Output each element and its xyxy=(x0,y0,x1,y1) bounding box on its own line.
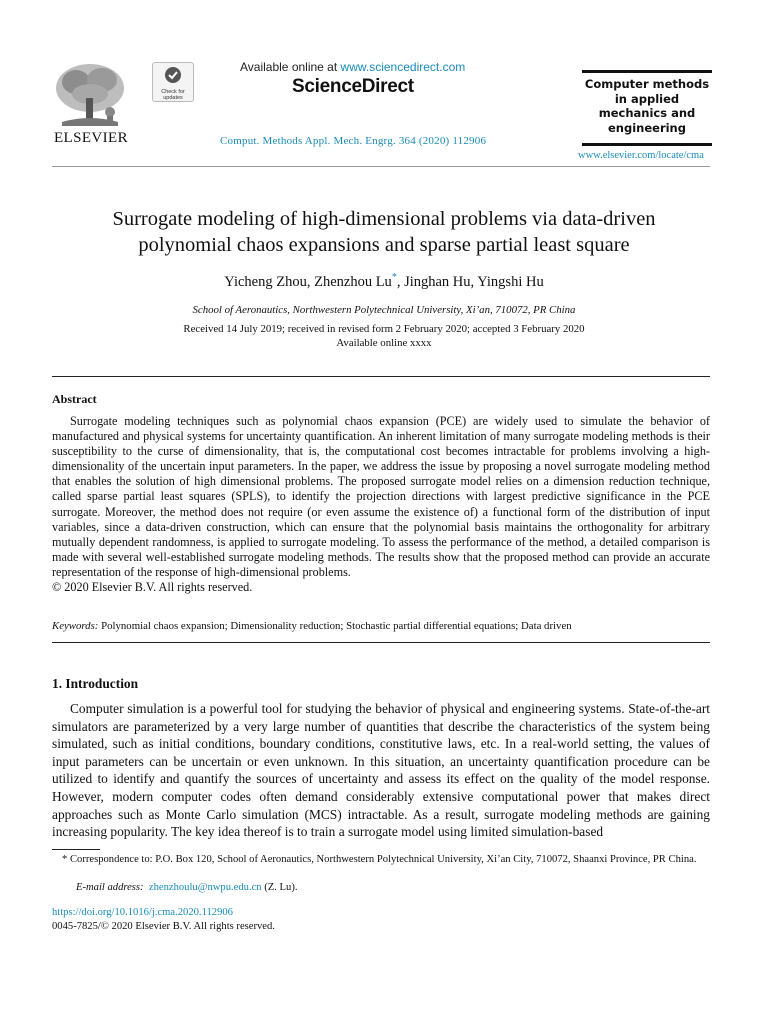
keywords-label: Keywords: xyxy=(52,620,99,632)
available-online-date: Available online xxxx xyxy=(336,337,432,349)
footnote-mark: * xyxy=(62,854,68,865)
affiliation: School of Aeronautics, Northwestern Polytechnical University, Xi’an, 710072, PR China xyxy=(192,304,576,316)
abstract-heading: Abstract xyxy=(52,392,97,406)
available-online-line xyxy=(240,60,510,74)
email-footnote xyxy=(76,880,298,895)
article-title xyxy=(0,206,768,258)
available-prefix: Available online at xyxy=(240,60,338,74)
check-updates-icon xyxy=(164,66,182,84)
elsevier-tree-logo xyxy=(52,60,128,132)
authors-rest: , Jinghan Hu, Yingshi Hu xyxy=(396,273,544,290)
header-divider xyxy=(52,166,710,167)
journal-title-line-2: in applied xyxy=(614,91,680,106)
received-dates: Received 14 July 2019; received in revised form 2 February 2020; accepted 3 February 2020 xyxy=(183,323,585,335)
introduction-paragraph: Computer simulation is a powerful tool for studying the behavior of physical and engineering systems. State-of-the-art simulators are parameterized by a very large number of quantities that describe the characteristics of the system being simulated, such as initial conditions, boundary conditions, constitutive laws, etc. In a real-world setting, the values of input parameters can be uncertain or even unknown. In this situation, an uncertainty quantification procedure can be utilized to identify and quantify the sources of uncertainty and assess its effect on the quality of the model response. However, modern computer codes often demand considerably extensive computational power that makes direct approaches such as Monte Carlo simulation (MCS) intractable. As a result, surrogate modeling methods are gaining increasing popularity. The key idea thereof is to train a surrogate model using limited simulation-based xyxy=(52,701,710,840)
sciencedirect-link[interactable]: www.sciencedirect.com xyxy=(340,60,466,74)
abstract-top-rule xyxy=(52,376,710,377)
email-label: E-mail address: xyxy=(76,882,144,893)
journal-title-line-3: mechanics and xyxy=(598,106,696,120)
journal-citation[interactable]: Comput. Methods Appl. Mech. Engrg. 364 (2020) 112906 xyxy=(220,135,487,147)
abstract-bottom-rule xyxy=(52,642,710,643)
author-email-link[interactable]: zhenzhoulu@nwpu.edu.cn xyxy=(148,882,262,893)
journal-title-line-1: Computer methods xyxy=(584,77,710,91)
sciencedirect-logo: ScienceDirect xyxy=(292,76,414,97)
keywords-line xyxy=(52,620,572,632)
footnote-rule xyxy=(52,849,100,850)
check-updates-label: Check for updates xyxy=(161,89,185,101)
correspondence-text: Correspondence to: P.O. Box 120, School of Aeronautics, Northwestern Polytechnical University, Xi’an City, 710072, Shaanxi Province, PR China. xyxy=(69,854,697,865)
abstract-text: Surrogate modeling techniques such as polynomial chaos expansion (PCE) are widely used to simulate the behavior of manufactured and physical systems for uncertainty quantification. An inherent limitation of many surrogate modeling methods is their susceptibility to the curse of dimensionality, that is, the computational cost becomes intractable for problems involving a high-dimensionality of the uncertain input parameters. In the paper, we address the issue by proposing a novel surrogate modeling method that enables the solution of high dimensional problems. The proposed surrogate model relies on a dimension reduction technique, called sparse partial least squares (SPLS), to identify the projection directions with largest predictive significance in the PCE surrogate. Moreover, the method does not require (or even assume the existence of) a functional form of the distribution of input variables, since a data-driven construction, which can ensure that the polynomial basis maintains the orthogonality for arbitrary mutually dependent randomness, is applied to surrogate modeling. To assess the performance of the method, a detailed comparison is made with several well-established surrogate modeling methods. The results show that the proposed method can provide an accurate representation of the response of high-dimensional problems. xyxy=(52,414,710,579)
abstract-copyright: © 2020 Elsevier B.V. All rights reserved. xyxy=(52,580,253,594)
title-line-1: Surrogate modeling of high-dimensional problems via data-driven xyxy=(112,208,656,230)
journal-title-line-4: engineering xyxy=(608,120,686,135)
author-list xyxy=(0,272,768,291)
check-for-updates-badge[interactable] xyxy=(152,62,194,102)
keywords-text: Polynomial chaos expansion; Dimensionality reduction; Stochastic partial differential equations; Data driven xyxy=(101,620,572,632)
issn-copyright: 0045-7825/© 2020 Elsevier B.V. All rights reserved. xyxy=(52,921,275,932)
doi-link[interactable]: https://doi.org/10.1016/j.cma.2020.112906 xyxy=(52,907,233,918)
title-line-2: polynomial chaos expansions and sparse partial least square xyxy=(138,234,630,256)
corresponding-author-mark[interactable]: * xyxy=(391,272,397,283)
section-heading-introduction: 1. Introduction xyxy=(52,676,139,691)
journal-homepage-link[interactable]: www.elsevier.com/locate/cma xyxy=(578,150,704,161)
authors-first: Yicheng Zhou, Zhenzhou Lu xyxy=(224,273,392,290)
email-suffix: (Z. Lu). xyxy=(264,882,298,893)
correspondence-footnote xyxy=(52,852,710,867)
elsevier-wordmark: ELSEVIER xyxy=(53,130,129,146)
journal-title-box xyxy=(582,70,712,146)
